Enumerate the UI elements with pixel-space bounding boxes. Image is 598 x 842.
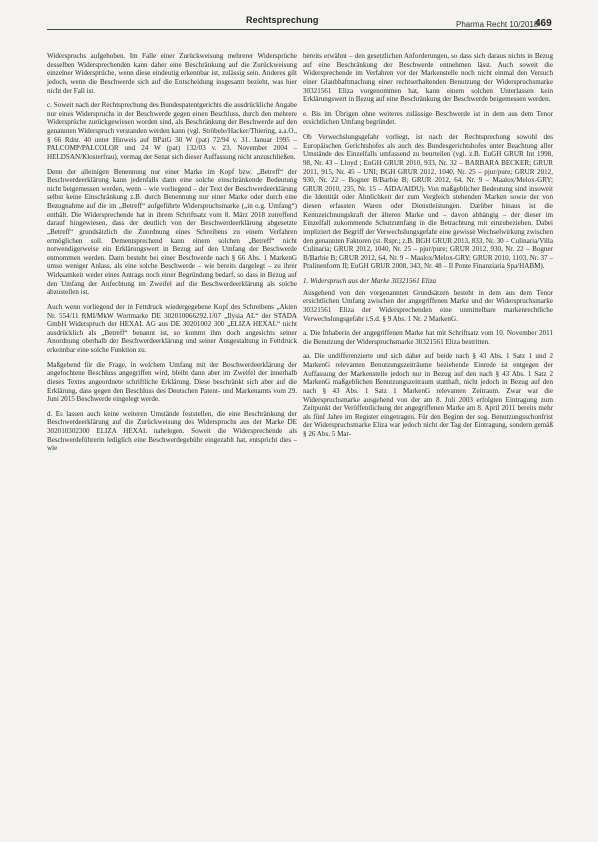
paragraph: Ausgehend von den vorgenannten Grundsätzen besteht in dem aus dem Tenor ersichtlichen Umfang zwischen der angegriffenen Marke und der Widerspruchsmarke 30321561 Eliza der Widersprechenden eine unmittelbare markenrechtliche Verwechslungsgefahr i.S.d. § 9 Abs. 1 Nr. 2 MarkenG. [303,288,553,323]
left-column [47,52,297,457]
paragraph: Ob Verwechslungsgefahr vorliegt, ist nach der Rechtsprechung sowohl des Europäischen Gerichtshofes als auch des Bundesgerichtshofes unter Beachtung aller Umstände des Einzelfalls umfassend zu beurteilen (vgl. z.B. EuGH GRUR Int 1998, 98, Nr. 43 – Lloyd ; EuGH GRUR 2010, 933, Nr. 32 – BARBARA BECKER; GRUR 2011, 915, Nr. 45 – UNI; BGH GRUR 2012, 1040, Nr. 25 – pjur/pure; GRUR 2012, 930, Nr. 22 – Bogner B/Barbie B; GRUR 2012, 64, Nr. 9 – Maalox/Melox-GRY; GRUR 2010, 235, Nr. 15 – AIDA/AIDU). Von maßgeblicher Bedeutung sind insoweit die Identität oder Ähnlichkeit der zum Vergleich stehenden Marken sowie der von diesen erfassten Waren oder Dienstleistungen. Darüber hinaus ist die Kennzeichnungskraft der älteren Marke und – davon abhängig – der dieser im Einzelfall zukommende Schutzumfang in die Betrachtung mit einzubeziehen. Dabei impliziert der Begriff der Verwechslungsgefahr eine gewisse Wechselwirkung zwischen den genannten Faktoren (st. Rspr.; z.B. BGH GRUR 2013, 833, Nr. 30 – Culinaria/Villa Culinaria; GRUR 2012, 1040, Nr. 25 – pjur/pure; GRUR 2012, 930, Nr. 22 – Bogner B/Barbie B; GRUR 2012, 64, Nr. 9 – Maalox/Melox-GRY; GRUR 2010, 1103, Nr. 37 – Pralinenform II; EuGH GRUR 2008, 343, Nr. 48 – Il Ponte Finanziaria Spa/HABM). [303,133,553,271]
paragraph: e. Bis im Übrigen ohne weiteres zulässige Beschwerde ist in dem aus dem Tenor ersichtlichen Umfang begründet. [303,109,553,127]
right-column [303,52,553,443]
paragraph: c. Soweit nach der Rechtsprechung des Bundespatentgerichts die ausdrückliche Angabe nur eines Widerspruchs in der Beschwerde gegen einen Beschluss, durch den mehrere Widersprüche zurückgewiesen worden sind, als Beschränkung der Beschwerde auf den genannten Widerspruch verstanden werden kann (vgl. Ströbele/Hacker/Thiering, a.a.O., § 66 Rdnr. 40 unter Hinweis auf BPatG 30 W (pat) 72/94 v. 31. Januar 1995 – PALCOMP/PALCOLOR und 24 W (pat) 132/03 v. 23. November 2004 – HELDSAN/Klosterfrau), vermag der Senat sich dieser Auffassung nicht anzuschließen. [47,101,297,161]
subsection-heading: 1. Widerspruch aus der Marke 30321561 Eliza [303,277,436,285]
paragraph: aa. Die undifferenzierte und sich daher auf beide nach § 43 Abs. 1 Satz 1 und 2 MarkenG relevanten Benutzungszeiträume beziehende Einrede ist entgegen der Auffassung der Markenstelle jedoch nur in Bezug auf den nach § 43 Abs. 1 Satz 2 MarkenG maßgeblichen Benutzungszeitraum statthaft, nicht jedoch in Bezug auf den nach § 43 Abs. 1 Satz 1 MarkenG relevanten Zeitraum. Zwar war die Widerspruchsmarke ausgehend von der am 8. Juli 2003 erfolgten Eintragung zum Zeitpunkt der Veröffentlichung der angegriffenen Marke am 8. April 2011 bereits mehr als fünf Jahre im Register eingetragen. Für den Beginn der sog. Benutzungsschonfrist der Widerspruchsmarke Eliza war jedoch nicht der Tag der Eintragung, sondern gemäß § 26 Abs. 5 Mar- [303,352,553,438]
paragraph: Auch wenn vorliegend der in Fettdruck wiedergegebene Kopf des Schreibens „Akten Nr. 554/11 RMI/MkW Wortmarke DE 302010066292.1/07 „Ilysia AL“ der STADA GmbH Widerspruch der HEXAL AG aus DE 30201002 300 „ELIZA HEXAL“ nicht ausdrücklich als „Betreff“ benannt ist, so kommt ihm doch angesichts seiner Anordnung oberhalb der Beschwerdeerklärung und seiner Ausgestaltung in Fettdruck erkennbar eine solche Funktion zu. [47,302,297,354]
paragraph: Maßgebend für die Frage, in welchem Umfang mit der Beschwerdeerklärung der angefochtene Beschluss angegriffen wird, bleibt dann aber im Zweifel der innerhalb dieses Textes angeordnete schriftliche Erklärung. Diese beschränkt sich aber auf die Erklärung, dass gegen den Beschluss des Deutschen Patent- und Markenamts vom 29. Juni 2015 Beschwerde eingelegt werde. [47,360,297,404]
journal-title: Pharma Recht 10/2018 [456,20,539,29]
header-rule [47,29,552,30]
paragraph: d. Es lassen auch keine weiteren Umstände feststellen, die eine Beschränkung der Beschwerdeerklärung auf die Zurückweisung des Widerspruchs aus der Marke DE 302010302300 ELIZA HEXAL nahelegen. Soweit die Widersprechende als Beschwerdeführerin lediglich eine Beschwerdegebühr eingezahlt hat, entspricht dies – wie [47,409,297,453]
paragraph: bereits erwähnt – den gesetzlichen Anforderungen, so dass sich daraus nichts in Bezug auf eine Beschränkung der Beschwerde entnehmen lässt. Auch soweit die Widersprechende im Verfahren vor der Markenstelle noch nicht einmal den Versuch einer Glaubhaftmachung einer rechtserhaltenden Benutzung der Widerspruchsmarke 30321561 Eliza vorgenommen hat, kann einem solchen Unterlassen kein Erklärungswert in Bezug auf eine Beschränkung der Beschwerde beigemessen werden. [303,52,553,104]
page-number: 469 [535,18,552,29]
paragraph: Widerspruchs aufgehoben. Im Falle einer Zurückweisung mehrerer Widersprüche desselben Widersprechenden kann daher eine Beschränkung auf die Zurückweisung einzelner Widersprüche, wenn diese eindeutig erkennbar ist, zulässig sein. Anderes gilt jedoch, wenn die Beschwerde sich auf die Entscheidung insgesamt bezieht, was hier nicht der Fall ist. [47,52,297,95]
paragraph: Denn der alleinigen Benennung nur einer Marke im Kopf bzw. „Betreff“ der Beschwerdeerklärung kann jedenfalls dann eine solche einschränkende Bedeutung nicht beigemessen werden, wenn – wie vorliegend – der Text der Beschwerdeerklärung selbst keine Einschränkung z.B. durch Benennung nur einer Marke oder durch eine Bezugnahme auf die im „Betreff“ aufgeführte Widerspruchsmarke („in o.g. Umfang“) enthält. Die Widersprechende hat in ihrem Schriftsatz vom 8. März 2018 zutreffend darauf hingewiesen, dass der deutlich von der Beschwerdeerklärung abgesetzte „Betreff“ grundsätzlich die Zuordnung eines Schreibens zu einem Verfahren ermöglichen soll. Dementsprechend kann einem solchen „Betreff“ nicht notwendigerweise ein Erklärungswert in Bezug auf den Umfang der Beschwerde entnommen werden. Dann besteht bei einer Beschwerde nach § 66 Abs. 1 MarkenG umso weniger Anlass, als eine solche Beschwerde – wie bereits dargelegt – zu ihrer Wirksamkeit weder eines Antrags noch einer Begründung bedarf, so dass in Bezug auf den Umfang der Anfechtung im Zweifel auf die Beschwerdeerklärung als solche abzustellen ist. [47,167,297,297]
section-title: Rechtsprechung [246,15,319,25]
paragraph: a. Die Inhaberin der angegriffenen Marke hat mit Schriftsatz vom 10. November 2011 die Benutzung der Widerspruchsmarke 30321561 Eliza bestritten. [303,329,553,346]
